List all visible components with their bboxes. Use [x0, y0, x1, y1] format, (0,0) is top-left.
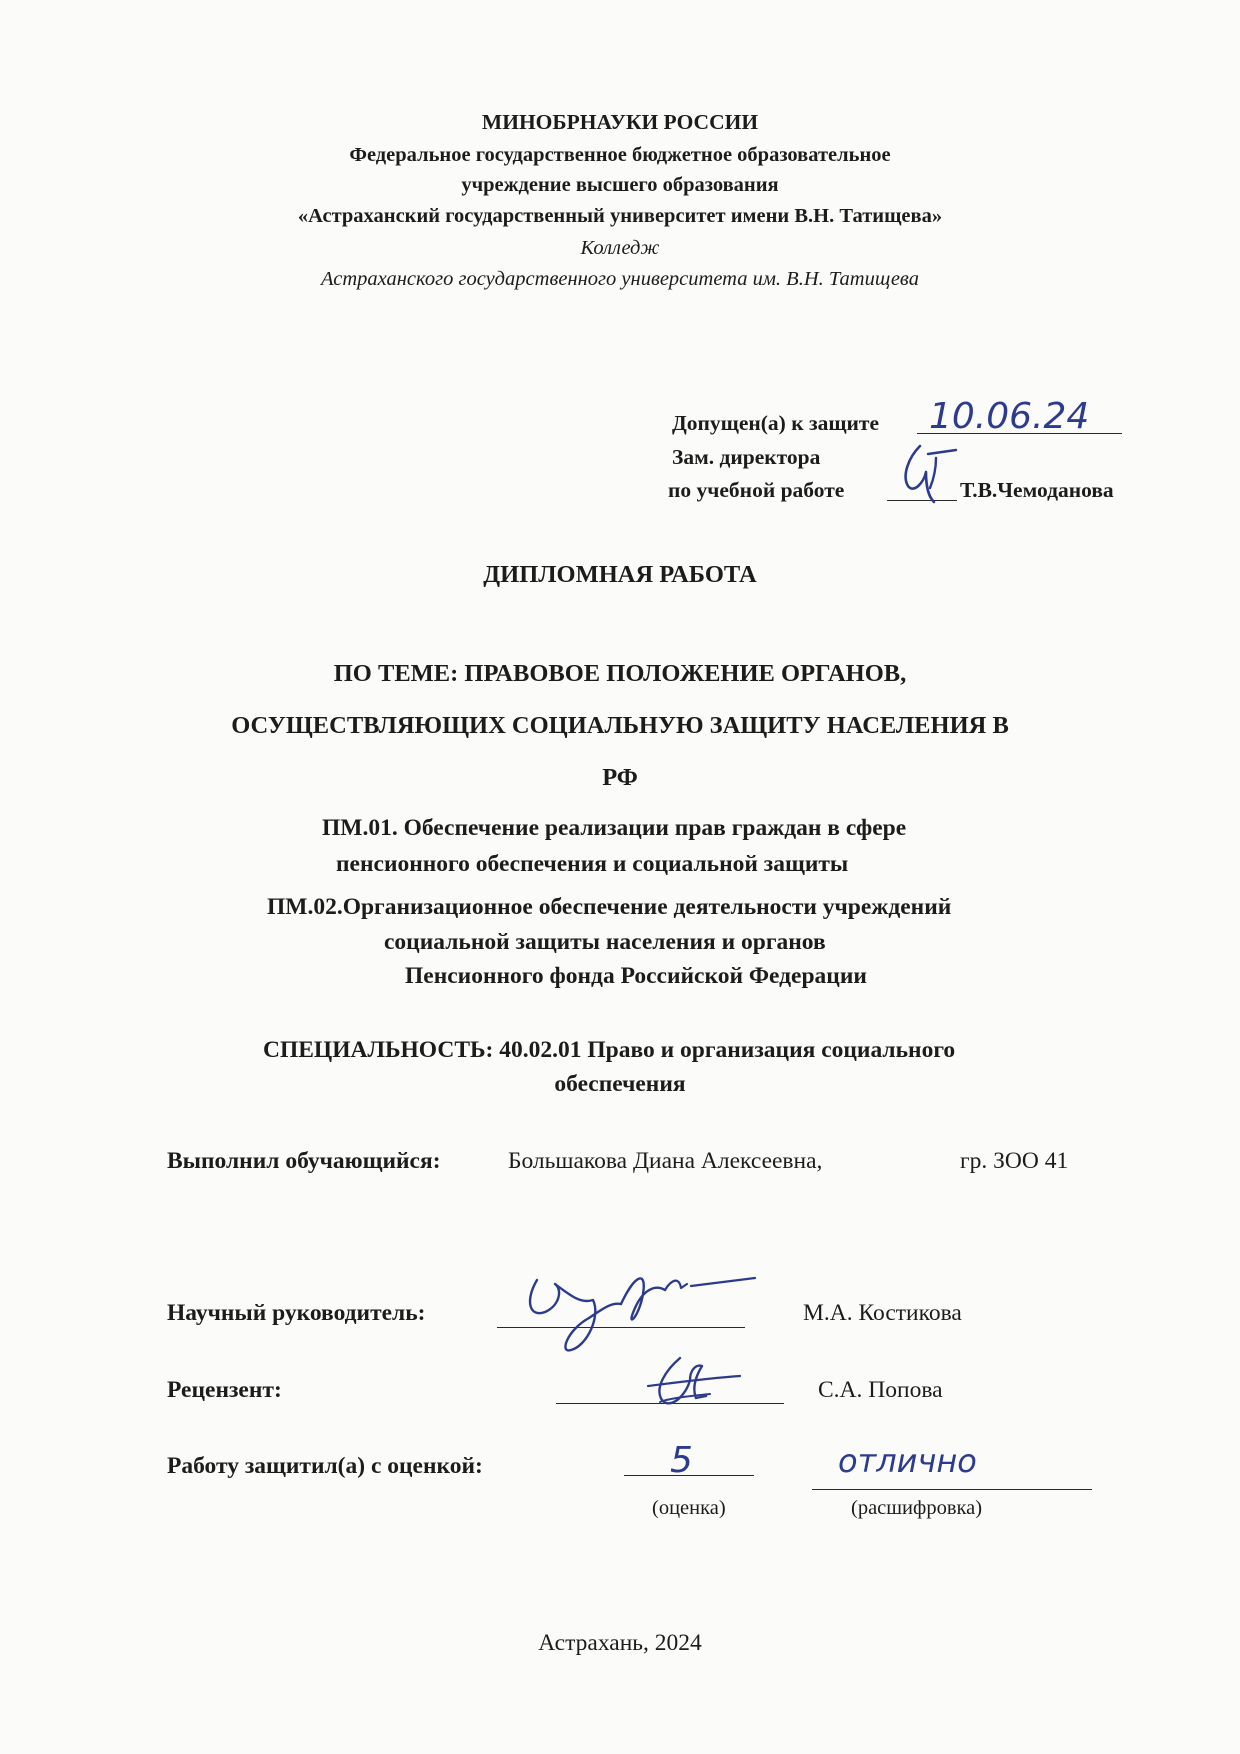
student-name: Большакова Диана Алексеевна,: [508, 1148, 823, 1174]
admitted-label: Допущен(а) к защите: [672, 411, 880, 435]
specialty-line-2: обеспечения: [554, 1071, 686, 1097]
topic-line-1: ПО ТЕМЕ: ПРАВОВОЕ ПОЛОЖЕНИЕ ОРГАНОВ,: [333, 660, 907, 687]
decoding-caption: (расшифровка): [851, 1497, 983, 1519]
college-line-1: Колледж: [580, 237, 660, 259]
work-label: по учебной работе: [668, 478, 845, 502]
deputy-label: Зам. директора: [672, 445, 821, 469]
institution-line-1: Федеральное государственное бюджетное образовательное: [349, 144, 891, 166]
svg-text:5: 5: [670, 1440, 693, 1481]
pm02-line-3: Пенсионного фонда Российской Федерации: [405, 963, 867, 989]
institution-line-2: учреждение высшего образования: [461, 174, 779, 196]
topic-line-3: РФ: [602, 764, 638, 791]
work-type: ДИПЛОМНАЯ РАБОТА: [483, 561, 757, 588]
defense-label: Работу защитил(а) с оценкой:: [167, 1453, 483, 1479]
reviewer-label: Рецензент:: [167, 1377, 282, 1403]
ministry-name: МИНОБРНАУКИ РОССИИ: [481, 110, 759, 134]
supervisor-label: Научный руководитель:: [167, 1300, 426, 1326]
svg-text:отлично: отлично: [838, 1442, 977, 1480]
admitted-date-handwriting: [925, 392, 1115, 436]
reviewer-name: С.А. Попова: [818, 1377, 943, 1403]
student-label: Выполнил обучающийся:: [167, 1148, 441, 1174]
college-line-2: Астраханского государственного университета им. В.Н. Татищева: [321, 268, 919, 290]
student-group: гр. ЗОО 41: [960, 1148, 1069, 1174]
university-name: «Астраханский государственный университет имени В.Н. Татищева»: [297, 205, 943, 227]
deputy-name: Т.В.Чемоданова: [960, 478, 1114, 502]
pm02-line-2: социальной защиты населения и органов: [384, 929, 826, 955]
grade-caption: (оценка): [652, 1497, 726, 1519]
specialty-line-1: СПЕЦИАЛЬНОСТЬ: 40.02.01 Право и организация социального: [263, 1037, 956, 1063]
pm01-line-1: ПМ.01. Обеспечение реализации прав граждан в сфере: [322, 815, 907, 841]
city-year: Астрахань, 2024: [538, 1630, 702, 1656]
topic-line-2: ОСУЩЕСТВЛЯЮЩИХ СОЦИАЛЬНУЮ ЗАЩИТУ НАСЕЛЕНИЯ В: [231, 712, 1009, 739]
pm01-line-2: пенсионного обеспечения и социальной защиты: [336, 851, 849, 877]
supervisor-name: М.А. Костикова: [803, 1300, 962, 1326]
svg-text:10.06.24: 10.06.24: [929, 396, 1090, 437]
pm02-line-1: ПМ.02.Организационное обеспечение деятельности учреждений: [267, 894, 952, 920]
grade-handwriting: [664, 1436, 724, 1480]
grade-text-handwriting: [834, 1436, 1054, 1484]
deputy-signature: [890, 438, 970, 508]
grade-text-line: [812, 1489, 1092, 1490]
reviewer-signature: [640, 1352, 750, 1412]
